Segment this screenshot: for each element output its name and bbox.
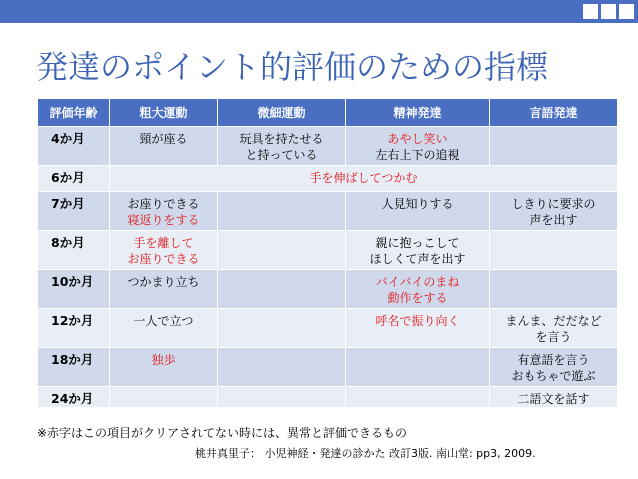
fine-motor-cell <box>218 270 346 309</box>
cell-text-line2: 左右上下の追視 <box>375 148 460 162</box>
mental-cell <box>346 270 490 309</box>
age-cell: 10か月 <box>38 270 110 309</box>
gross-motor-cell <box>110 348 218 387</box>
header-age: 評価年齢 <box>38 99 110 127</box>
cell-text: まんま、だだなど を言う <box>505 314 602 344</box>
cell-text: 独歩 <box>151 353 176 367</box>
cell-text: 有意語を言う おもちゃで遊ぶ <box>511 353 596 383</box>
cell-text: 手を離して お座りできる <box>127 236 200 266</box>
gross-motor-cell <box>110 127 218 166</box>
cell-text: 頸が座る <box>139 132 188 146</box>
square-icon <box>601 4 616 19</box>
top-accent-bar <box>0 0 638 23</box>
mental-cell <box>346 309 490 348</box>
cell-text: 人見知りする <box>381 197 454 211</box>
age-cell: 24か月 <box>38 387 110 408</box>
mental-cell <box>346 192 490 231</box>
cell-text: 玩具を持たせる と持っている <box>239 132 324 162</box>
cell-text: 呼名で振り向く <box>375 314 460 328</box>
fine-motor-cell <box>218 348 346 387</box>
cell-text: あやし笑い <box>387 132 448 146</box>
mental-cell <box>346 348 490 387</box>
header-gross-motor: 粗大運動 <box>110 99 218 127</box>
language-cell <box>490 192 618 231</box>
table-row <box>38 127 618 166</box>
mental-cell <box>346 127 490 166</box>
language-cell <box>490 127 618 166</box>
language-cell <box>490 309 618 348</box>
table-header-row <box>38 99 618 127</box>
fine-motor-cell <box>218 127 346 166</box>
age-cell: 7か月 <box>38 192 110 231</box>
mental-cell <box>346 231 490 270</box>
age-cell: 8か月 <box>38 231 110 270</box>
fine-motor-cell <box>218 387 346 408</box>
age-cell: 4か月 <box>38 127 110 166</box>
table-row <box>38 348 618 387</box>
fine-motor-cell <box>218 309 346 348</box>
table-row <box>38 231 618 270</box>
slide-title: 発達のポイント的評価のための指標 <box>36 48 549 86</box>
span-cell <box>110 166 618 192</box>
table-row <box>38 270 618 309</box>
header-language: 言語発達 <box>490 99 618 127</box>
age-cell: 18か月 <box>38 348 110 387</box>
table-row <box>38 309 618 348</box>
cell-text: バイバイのまね 動作をする <box>375 275 460 305</box>
footnote: ※赤字はこの項目がクリアされてない時には、異常と評価できるもの <box>37 426 408 440</box>
gross-motor-cell <box>110 231 218 270</box>
language-cell <box>490 387 618 408</box>
header-fine-motor: 微細運動 <box>218 99 346 127</box>
fine-motor-cell <box>218 231 346 270</box>
age-cell: 12か月 <box>38 309 110 348</box>
table-row <box>38 192 618 231</box>
citation: 桃井真里子： 小児神経・発達の診かた 改訂3版. 南山堂: pp3, 2009. <box>195 447 536 460</box>
milestone-table <box>37 98 618 408</box>
cell-text-line2: 寝返りをする <box>127 213 200 227</box>
square-icon <box>619 4 634 19</box>
cell-text: 親に抱っこして ほしくて声を出す <box>369 236 466 266</box>
table-body <box>38 127 618 408</box>
table-row <box>38 166 618 192</box>
square-icon <box>583 4 598 19</box>
cell-text: 二語文を話す <box>517 392 590 406</box>
cell-text: お座りできる <box>127 197 200 211</box>
mental-cell <box>346 387 490 408</box>
age-cell: 6か月 <box>38 166 110 192</box>
table-row <box>38 387 618 408</box>
cell-text: 一人で立つ <box>133 314 194 328</box>
cell-text: 手を伸ばしてつかむ <box>309 171 418 185</box>
language-cell <box>490 231 618 270</box>
gross-motor-cell <box>110 192 218 231</box>
cell-text: しきりに要求の 声を出す <box>511 197 596 227</box>
gross-motor-cell <box>110 309 218 348</box>
header-mental: 精神発達 <box>346 99 490 127</box>
gross-motor-cell <box>110 270 218 309</box>
language-cell <box>490 270 618 309</box>
cell-text: つかまり立ち <box>127 275 200 289</box>
gross-motor-cell <box>110 387 218 408</box>
language-cell <box>490 348 618 387</box>
fine-motor-cell <box>218 192 346 231</box>
